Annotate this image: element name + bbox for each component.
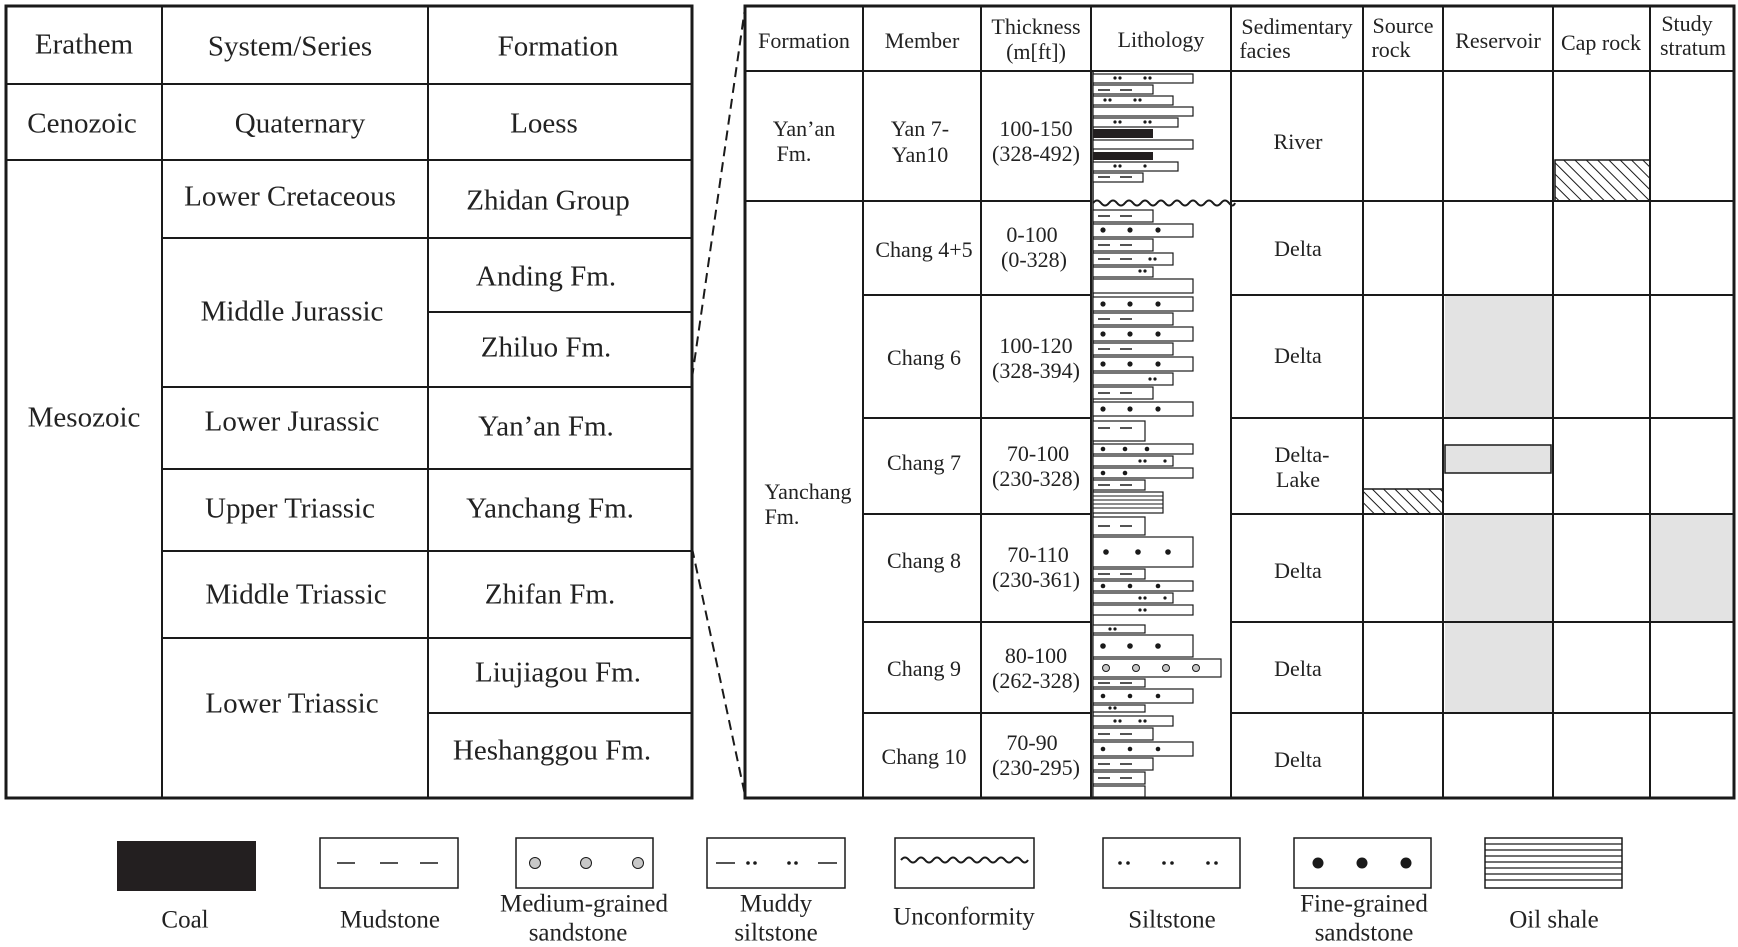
oil-shale-layer: [1093, 492, 1163, 513]
header-erathem: Erathem: [34, 28, 134, 61]
formation-heshanggou: Heshanggou Fm.: [452, 734, 652, 767]
caprock-hatch: [1555, 160, 1650, 201]
member-chang45: Chang 4+5: [875, 237, 973, 263]
thickness-chang9-ft: (262-328): [992, 668, 1080, 694]
legend-swatch-fine-sandstone: [1294, 838, 1431, 888]
facies-chang8: Delta: [1274, 558, 1322, 584]
thickness-chang6: 100-120: [999, 333, 1073, 359]
header-formation: Formation: [497, 30, 619, 63]
formation-yanan: Yan’an Fm.: [478, 410, 614, 443]
unconformity-line: [1093, 201, 1235, 206]
legend-label-muddy-1: Muddy: [739, 890, 813, 918]
header-formation-col: Formation: [758, 28, 850, 54]
member-chang10: Chang 10: [881, 744, 967, 770]
erathem-cenozoic: Cenozoic: [27, 107, 137, 140]
facies-chang45: Delta: [1274, 236, 1322, 262]
legend-label-fine-2: sandstone: [1314, 919, 1414, 947]
study-stratum-chang8: [1651, 515, 1734, 621]
header-study-2: stratum: [1660, 35, 1726, 61]
legend-swatch-mudstone: [320, 838, 458, 888]
formation-yanan-1: Yan’an: [772, 116, 836, 142]
erathem-mesozoic: Mesozoic: [27, 401, 141, 434]
zoom-connector-lines: [692, 8, 745, 795]
facies-yan: River: [1273, 129, 1323, 155]
coal-seam: [1093, 152, 1153, 160]
legend-swatch-oil-shale: [1485, 838, 1622, 888]
formation-yanchang-1: Yanchang: [764, 479, 852, 505]
thickness-chang9: 80-100: [1004, 643, 1068, 669]
facies-chang7-1: Delta-: [1274, 442, 1330, 468]
header-system-series: System/Series: [207, 30, 373, 63]
header-caprock: Cap rock: [1560, 30, 1642, 56]
member-chang8: Chang 8: [887, 548, 961, 574]
legend-swatch-unconformity: [895, 838, 1034, 888]
formation-loess: Loess: [510, 107, 578, 140]
thickness-chang10: 70-90: [1006, 730, 1058, 756]
formation-yanchang: Yanchang Fm.: [466, 492, 634, 525]
right-table-text: [758, 11, 1726, 780]
legend-swatch-muddy-siltstone: [707, 838, 845, 888]
legend-label-medium-2: sandstone: [528, 919, 628, 947]
reservoir-chang6: [1445, 295, 1553, 418]
left-table-text: [27, 29, 651, 767]
member-yan7: Yan 7-: [890, 116, 950, 142]
header-thickness: Thickness: [991, 14, 1081, 40]
header-source-1: Source: [1372, 13, 1434, 39]
lithology-column: [1093, 72, 1235, 797]
legend-label-muddy-2: siltstone: [734, 919, 818, 947]
legend-label-coal: Coal: [161, 906, 209, 934]
thickness-chang45-ft: (0-328): [1001, 247, 1067, 273]
thickness-chang8-ft: (230-361): [992, 567, 1080, 593]
reservoir-chang8-9: [1445, 515, 1553, 713]
legend-label-unconformity: Unconformity: [893, 903, 1035, 931]
thickness-chang10-ft: (230-295): [992, 755, 1080, 781]
header-lithology: Lithology: [1117, 27, 1205, 53]
facies-chang9: Delta: [1274, 656, 1322, 682]
thickness-chang8: 70-110: [1007, 542, 1069, 568]
formation-yanan-2: Fm.: [776, 141, 812, 167]
facies-chang10: Delta: [1274, 747, 1322, 773]
system-lower-triassic: Lower Triassic: [205, 687, 379, 720]
header-member: Member: [884, 28, 960, 54]
formation-liujiagou: Liujiagou Fm.: [475, 656, 641, 689]
legend-swatch-medium-sandstone: [516, 838, 653, 888]
formation-zhifan: Zhifan Fm.: [484, 578, 616, 611]
thickness-chang7: 70-100: [1006, 441, 1070, 467]
legend-label-mudstone: Mudstone: [340, 906, 440, 934]
legend-label-medium-1: Medium-grained: [499, 890, 669, 918]
legend-label-siltstone: Siltstone: [1128, 906, 1216, 934]
header-facies-1: Sedimentary: [1241, 14, 1353, 40]
header-thickness-unit: (m[ft]): [1006, 39, 1066, 65]
header-study-1: Study: [1661, 11, 1713, 37]
thickness-chang45: 0-100: [1006, 222, 1058, 248]
member-chang7: Chang 7: [887, 450, 961, 476]
coal-seam: [1093, 129, 1153, 138]
thickness-yan: 100-150: [999, 116, 1073, 142]
system-middle-triassic: Middle Triassic: [205, 578, 387, 611]
facies-chang7-2: Lake: [1276, 467, 1320, 493]
system-lower-cretaceous: Lower Cretaceous: [184, 180, 396, 213]
system-quaternary: Quaternary: [234, 107, 366, 140]
system-lower-jurassic: Lower Jurassic: [204, 405, 380, 438]
formation-yanchang-2: Fm.: [764, 504, 800, 530]
formation-zhidan-group: Zhidan Group: [466, 184, 630, 217]
thickness-chang6-ft: (328-394): [992, 358, 1080, 384]
interval-fills: [1363, 160, 1734, 713]
header-facies-2: facies: [1239, 38, 1291, 64]
legend-labels: [161, 891, 1598, 947]
system-upper-triassic: Upper Triassic: [205, 492, 375, 525]
member-yan10: Yan10: [891, 142, 949, 168]
legend-label-oil-shale: Oil shale: [1509, 906, 1599, 934]
formation-zhiluo: Zhiluo Fm.: [480, 331, 612, 364]
system-middle-jurassic: Middle Jurassic: [200, 295, 384, 328]
formation-anding: Anding Fm.: [475, 260, 617, 293]
facies-chang6: Delta: [1274, 343, 1322, 369]
legend-label-fine-1: Fine-grained: [1300, 890, 1428, 918]
header-source-2: rock: [1371, 37, 1411, 63]
legend: [117, 838, 1622, 891]
reservoir-chang7: [1445, 445, 1551, 473]
legend-swatch-coal: [117, 841, 256, 891]
header-reservoir: Reservoir: [1455, 28, 1541, 54]
thickness-chang7-ft: (230-328): [992, 466, 1080, 492]
thickness-yan-ft: (328-492): [992, 141, 1080, 167]
source-rock-hatch: [1363, 489, 1443, 514]
member-chang9: Chang 9: [887, 656, 961, 682]
legend-swatch-siltstone: [1103, 838, 1240, 888]
member-chang6: Chang 6: [887, 345, 961, 371]
